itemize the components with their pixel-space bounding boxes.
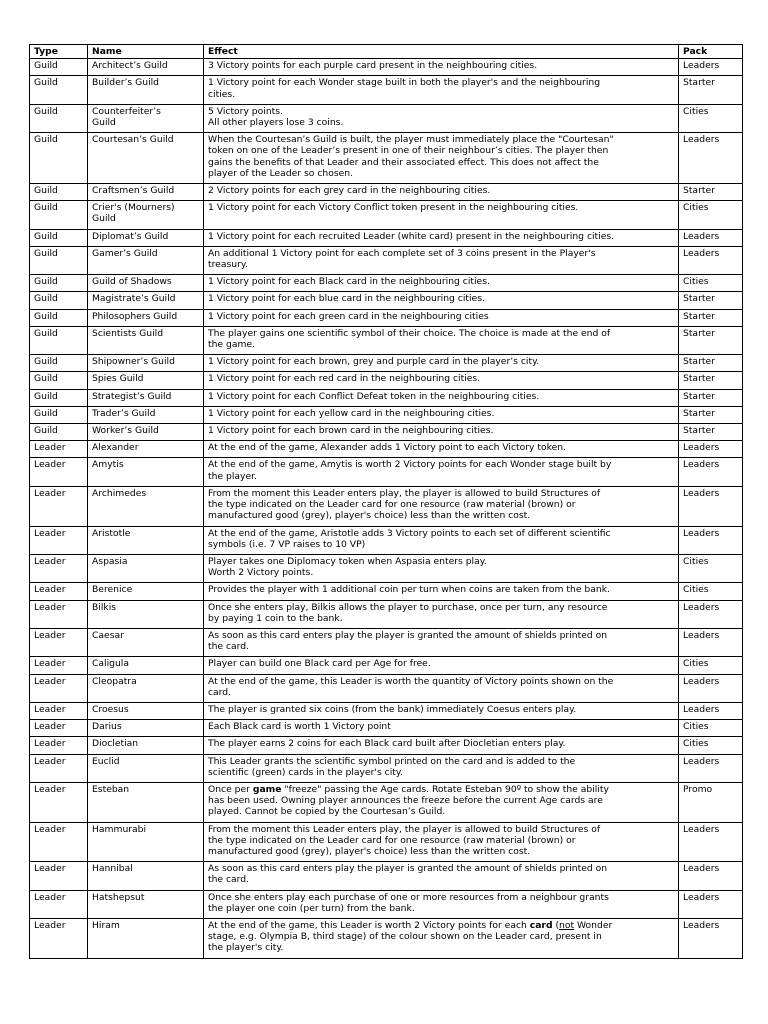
name-line: Scientists Guild	[92, 327, 164, 339]
type-cell: Leader	[30, 822, 88, 862]
effect-line: 3 Victory points for each purple card present in the neighbouring cities.	[208, 60, 538, 72]
effect-line: Once she enters play each purchase of one or more resources from a neighbour grants	[208, 891, 609, 903]
effect-cell	[204, 229, 679, 246]
effect-cell	[204, 355, 679, 372]
effect-line: 1 Victory point for each red card in the neighbouring cities.	[208, 373, 481, 385]
table-row	[30, 326, 743, 354]
name-line: Aristotle	[92, 527, 131, 539]
effect-cell	[204, 754, 679, 782]
effect-line: by paying 1 coin to the bank.	[208, 612, 343, 624]
name-cell	[88, 486, 204, 526]
effect-line: gains the benefits of that Leader and their associated effect. This does not affect the	[208, 156, 599, 168]
pack-cell: Leaders	[679, 754, 743, 782]
table-row	[30, 822, 743, 862]
table-row	[30, 657, 743, 674]
effect-line: has been used. Owning player announces the freeze before the current Age cards are	[208, 795, 603, 807]
pack-cell: Leaders	[679, 918, 743, 958]
type-cell: Leader	[30, 441, 88, 458]
type-cell: Guild	[30, 229, 88, 246]
pack-cell: Starter	[679, 372, 743, 389]
table-row	[30, 309, 743, 326]
effect-line: This Leader grants the scientific symbol printed on the card and is added to the	[208, 755, 576, 767]
name-cell	[88, 246, 204, 274]
type-cell: Guild	[30, 389, 88, 406]
name-cell	[88, 292, 204, 309]
table-row	[30, 104, 743, 132]
name-cell	[88, 674, 204, 702]
effect-cell	[204, 76, 679, 104]
type-cell: Guild	[30, 372, 88, 389]
pack-cell: Cities	[679, 275, 743, 292]
type-cell: Guild	[30, 184, 88, 201]
table-row	[30, 628, 743, 656]
effect-cell	[204, 275, 679, 292]
effect-cell	[204, 890, 679, 918]
effect-line: the type indicated on the Leader card for one resource (raw material (brown) or	[208, 834, 576, 846]
name-line: Craftsmen’s Guild	[92, 185, 175, 197]
effect-line: At the end of the game, this Leader is worth 2 Victory points for each card (not Wonder	[208, 919, 613, 931]
type-cell: Guild	[30, 59, 88, 76]
emphasis-game: game	[252, 783, 282, 795]
effect-line: As soon as this card enters play the player is granted the amount of shields printed on	[208, 863, 608, 875]
name-line: Builder’s Guild	[92, 77, 159, 89]
type-cell: Leader	[30, 583, 88, 600]
header-type: Type	[30, 45, 88, 59]
pack-cell: Leaders	[679, 526, 743, 554]
header-effect: Effect	[204, 45, 679, 59]
effect-line: 2 Victory points for each grey card in the neighbouring cities.	[208, 185, 491, 197]
effect-cell	[204, 184, 679, 201]
table-row	[30, 246, 743, 274]
name-line: Aspasia	[92, 555, 128, 567]
name-cell	[88, 822, 204, 862]
effect-line: manufactured good (grey), player's choice) less than the written cost.	[208, 510, 531, 522]
effect-line: As soon as this card enters play the player is granted the amount of shields printed on	[208, 629, 608, 641]
name-line: Magistrate’s Guild	[92, 293, 176, 305]
emphasis-card: card	[529, 919, 553, 931]
name-line: Crier's (Mourners)	[92, 202, 175, 214]
name-cell	[88, 702, 204, 719]
effect-cell	[204, 201, 679, 229]
pack-cell: Starter	[679, 355, 743, 372]
effect-cell	[204, 822, 679, 862]
type-cell: Leader	[30, 754, 88, 782]
type-cell: Leader	[30, 782, 88, 822]
table-row	[30, 890, 743, 918]
effect-line: 1 Victory point for each Wonder stage built in both the player's and the neighbouring	[208, 77, 601, 89]
effect-line: 1 Victory point for each brown, grey and purple card in the player’s city.	[208, 356, 540, 368]
effect-line: token on one of the Leader’s present in one of their neighbour’s cities. The player then	[208, 145, 609, 157]
effect-cell	[204, 862, 679, 890]
pack-cell: Starter	[679, 424, 743, 441]
effect-cell	[204, 526, 679, 554]
table-row	[30, 754, 743, 782]
name-line: Hiram	[92, 919, 120, 931]
table-row	[30, 406, 743, 423]
name-line: Gamer’s Guild	[92, 247, 158, 259]
table-row	[30, 782, 743, 822]
name-line: Guild	[92, 213, 116, 225]
table-row	[30, 702, 743, 719]
effect-line: the card.	[208, 874, 250, 886]
header-name: Name	[88, 45, 204, 59]
pack-cell: Cities	[679, 737, 743, 754]
effect-line: symbols (i.e. 7 VP raises to 10 VP)	[208, 538, 366, 550]
effect-line: played. Cannot be copied by the Courtesan’s Guild.	[208, 806, 446, 818]
pack-cell: Leaders	[679, 229, 743, 246]
effect-cell	[204, 600, 679, 628]
name-line: Diocletian	[92, 738, 139, 750]
name-cell	[88, 554, 204, 582]
effect-cell	[204, 424, 679, 441]
type-cell: Guild	[30, 424, 88, 441]
type-cell: Leader	[30, 890, 88, 918]
effect-line: The player is granted six coins (from the bank) immediately Coesus enters play.	[208, 703, 577, 715]
table-row	[30, 76, 743, 104]
type-cell: Leader	[30, 554, 88, 582]
pack-cell: Leaders	[679, 890, 743, 918]
pack-cell: Starter	[679, 309, 743, 326]
effect-line: From the moment this Leader enters play, the player is allowed to build Structures of	[208, 823, 601, 835]
effect-cell	[204, 583, 679, 600]
effect-line: the game.	[208, 339, 255, 351]
type-cell: Leader	[30, 486, 88, 526]
effect-line: Worth 2 Victory points.	[208, 567, 314, 579]
table-row	[30, 918, 743, 958]
name-line: Cleopatra	[92, 675, 137, 687]
effect-line: 1 Victory point for each brown card in the neighbouring cities.	[208, 425, 494, 437]
table-row	[30, 458, 743, 486]
name-cell	[88, 326, 204, 354]
name-line: Strategist’s Guild	[92, 390, 172, 402]
pack-cell: Cities	[679, 583, 743, 600]
effect-line: From the moment this Leader enters play, the player is allowed to build Structures of	[208, 487, 601, 499]
effect-cell	[204, 486, 679, 526]
effect-line: scientific (green) cards in the player's city.	[208, 766, 403, 778]
effect-line: 1 Victory point for each Black card in the neighbouring cities.	[208, 276, 490, 288]
name-line: Caesar	[92, 629, 124, 641]
name-line: Trader’s Guild	[92, 407, 156, 419]
name-line: Euclid	[92, 755, 120, 767]
name-line: Worker’s Guild	[92, 425, 159, 437]
effect-cell	[204, 309, 679, 326]
effect-line: stage, e.g. Olympia B, third stage) of the colour shown on the Leader card, present in	[208, 931, 602, 943]
name-cell	[88, 526, 204, 554]
effect-line: treasury.	[208, 259, 248, 271]
effect-line: 1 Victory point for each Victory Conflict token present in the neighbouring cities.	[208, 202, 579, 214]
table-row	[30, 424, 743, 441]
name-cell	[88, 104, 204, 132]
pack-cell: Starter	[679, 184, 743, 201]
name-cell	[88, 628, 204, 656]
pack-cell: Cities	[679, 104, 743, 132]
effect-line: Each Black card is worth 1 Victory point	[208, 721, 391, 733]
table-row	[30, 184, 743, 201]
name-line: Hannibal	[92, 863, 133, 875]
effect-line: Once she enters play, Bilkis allows the player to purchase, once per turn, any resource	[208, 601, 608, 613]
table-row	[30, 526, 743, 554]
name-line: Shipowner’s Guild	[92, 356, 175, 368]
effect-cell	[204, 458, 679, 486]
pack-cell: Cities	[679, 720, 743, 737]
pack-cell: Leaders	[679, 702, 743, 719]
table-row	[30, 583, 743, 600]
table-row	[30, 355, 743, 372]
type-cell: Leader	[30, 526, 88, 554]
table-row	[30, 486, 743, 526]
name-cell	[88, 737, 204, 754]
name-cell	[88, 862, 204, 890]
effect-line: the player one coin (per turn) from the bank.	[208, 902, 415, 914]
effect-cell	[204, 737, 679, 754]
effect-line: At the end of the game, Aristotle adds 3 Victory points to each set of different scientific	[208, 527, 611, 539]
pack-cell: Starter	[679, 406, 743, 423]
name-line: Alexander	[92, 442, 139, 454]
effect-line: At the end of the game, this Leader is worth the quantity of Victory points shown on the	[208, 675, 614, 687]
pack-cell: Leaders	[679, 600, 743, 628]
table-row	[30, 372, 743, 389]
effect-cell	[204, 372, 679, 389]
effect-cell	[204, 720, 679, 737]
table-row	[30, 59, 743, 76]
type-cell: Leader	[30, 737, 88, 754]
effect-line: 5 Victory points.	[208, 105, 283, 117]
name-line: Philosophers Guild	[92, 310, 178, 322]
card-effects-table	[29, 44, 743, 959]
type-cell: Leader	[30, 702, 88, 719]
pack-cell: Promo	[679, 782, 743, 822]
pack-cell: Leaders	[679, 822, 743, 862]
effect-cell	[204, 104, 679, 132]
name-cell	[88, 424, 204, 441]
name-line: Spies Guild	[92, 373, 144, 385]
table-row	[30, 600, 743, 628]
name-cell	[88, 133, 204, 184]
type-cell: Leader	[30, 657, 88, 674]
effect-line: Player takes one Diplomacy token when Aspasia enters play.	[208, 555, 487, 567]
name-cell	[88, 184, 204, 201]
table-row	[30, 133, 743, 184]
table-row	[30, 674, 743, 702]
effect-line: the card.	[208, 641, 250, 653]
name-cell	[88, 441, 204, 458]
pack-cell: Leaders	[679, 486, 743, 526]
name-line: Caligula	[92, 658, 129, 670]
effect-line: the player's city.	[208, 942, 284, 954]
type-cell: Guild	[30, 292, 88, 309]
effect-line: 1 Victory point for each Conflict Defeat token in the neighbouring cities.	[208, 390, 540, 402]
table-row	[30, 292, 743, 309]
name-cell	[88, 309, 204, 326]
table-row	[30, 737, 743, 754]
effect-cell	[204, 918, 679, 958]
name-cell	[88, 201, 204, 229]
effect-cell	[204, 292, 679, 309]
type-cell: Guild	[30, 246, 88, 274]
name-line: Amytis	[92, 459, 124, 471]
name-line: Hatshepsut	[92, 891, 145, 903]
table-body	[30, 59, 743, 958]
effect-cell	[204, 326, 679, 354]
pack-cell: Leaders	[679, 862, 743, 890]
type-cell: Leader	[30, 600, 88, 628]
name-cell	[88, 720, 204, 737]
name-line: Guild	[92, 117, 116, 129]
effect-cell	[204, 628, 679, 656]
effect-cell	[204, 441, 679, 458]
pack-cell: Cities	[679, 554, 743, 582]
effect-line: Provides the player with 1 additional coin per turn when coins are taken from the bank.	[208, 584, 610, 596]
pack-cell: Leaders	[679, 674, 743, 702]
table-row	[30, 862, 743, 890]
type-cell: Leader	[30, 918, 88, 958]
name-line: Bilkis	[92, 601, 117, 613]
effect-cell	[204, 782, 679, 822]
type-cell: Guild	[30, 133, 88, 184]
pack-cell: Leaders	[679, 133, 743, 184]
effect-cell	[204, 657, 679, 674]
table-row	[30, 275, 743, 292]
pack-cell: Starter	[679, 76, 743, 104]
table-header-row	[30, 45, 743, 59]
type-cell: Guild	[30, 76, 88, 104]
type-cell: Guild	[30, 275, 88, 292]
pack-cell: Cities	[679, 657, 743, 674]
effect-line: At the end of the game, Amytis is worth 2 Victory points for each Wonder stage built by	[208, 459, 612, 471]
table-row	[30, 441, 743, 458]
name-cell	[88, 754, 204, 782]
name-line: Croesus	[92, 703, 129, 715]
type-cell: Leader	[30, 720, 88, 737]
table-row	[30, 201, 743, 229]
effect-cell	[204, 674, 679, 702]
table-row	[30, 720, 743, 737]
name-line: Counterfeiter’s	[92, 105, 161, 117]
pack-cell: Starter	[679, 292, 743, 309]
name-cell	[88, 389, 204, 406]
effect-cell	[204, 389, 679, 406]
effect-line: Once per game "freeze" passing the Age cards. Rotate Esteban 90º to show the ability	[208, 783, 609, 795]
effect-line: the type indicated on the Leader card for one resource (raw material (brown) or	[208, 499, 576, 511]
effect-cell	[204, 246, 679, 274]
name-line: Hammurabi	[92, 823, 147, 835]
name-line: Courtesan’s Guild	[92, 134, 174, 146]
type-cell: Guild	[30, 104, 88, 132]
effect-line: the player.	[208, 470, 257, 482]
effect-line: Player can build one Black card per Age for free.	[208, 658, 431, 670]
name-cell	[88, 600, 204, 628]
name-cell	[88, 583, 204, 600]
pack-cell: Starter	[679, 326, 743, 354]
effect-cell	[204, 702, 679, 719]
name-cell	[88, 76, 204, 104]
name-cell	[88, 372, 204, 389]
header-pack: Pack	[679, 45, 743, 59]
name-cell	[88, 355, 204, 372]
effect-line: manufactured good (grey), player's choice) less than the written cost.	[208, 845, 531, 857]
effect-line: 1 Victory point for each recruited Leader (white card) present in the neighbouring cities.	[208, 230, 615, 242]
effect-line: All other players lose 3 coins.	[208, 117, 344, 129]
type-cell: Guild	[30, 326, 88, 354]
type-cell: Guild	[30, 201, 88, 229]
effect-line: player of the Leader so chosen.	[208, 167, 354, 179]
pack-cell: Leaders	[679, 246, 743, 274]
pack-cell: Leaders	[679, 59, 743, 76]
table-row	[30, 554, 743, 582]
effect-line: 1 Victory point for each yellow card in the neighbouring cities.	[208, 407, 495, 419]
name-line: Archimedes	[92, 487, 147, 499]
name-cell	[88, 458, 204, 486]
document-page	[29, 44, 742, 959]
name-line: Esteban	[92, 783, 130, 795]
pack-cell: Cities	[679, 201, 743, 229]
name-line: Berenice	[92, 584, 133, 596]
name-cell	[88, 918, 204, 958]
pack-cell: Starter	[679, 389, 743, 406]
emphasis-not: not	[559, 919, 575, 931]
name-line: Architect’s Guild	[92, 60, 168, 72]
name-line: Guild of Shadows	[92, 276, 172, 288]
name-cell	[88, 657, 204, 674]
type-cell: Leader	[30, 458, 88, 486]
name-cell	[88, 890, 204, 918]
effect-line: cities.	[208, 88, 236, 100]
effect-line: The player earns 2 coins for each Black card built after Diocletian enters play.	[208, 738, 566, 750]
type-cell: Leader	[30, 862, 88, 890]
table-row	[30, 229, 743, 246]
type-cell: Leader	[30, 628, 88, 656]
effect-line: 1 Victory point for each green card in the neighbouring cities	[208, 310, 489, 322]
pack-cell: Leaders	[679, 441, 743, 458]
name-cell	[88, 782, 204, 822]
effect-cell	[204, 133, 679, 184]
type-cell: Leader	[30, 674, 88, 702]
effect-cell	[204, 554, 679, 582]
type-cell: Guild	[30, 355, 88, 372]
effect-cell	[204, 406, 679, 423]
effect-line: card.	[208, 686, 232, 698]
effect-line: 1 Victory point for each blue card in the neighbouring cities.	[208, 293, 485, 305]
effect-line: When the Courtesan’s Guild is built, the player must immediately place the "Courtesan"	[208, 134, 614, 146]
pack-cell: Leaders	[679, 628, 743, 656]
pack-cell: Leaders	[679, 458, 743, 486]
name-line: Diplomat’s Guild	[92, 230, 169, 242]
name-cell	[88, 275, 204, 292]
effect-line: An additional 1 Victory point for each complete set of 3 coins present in the Player's	[208, 247, 596, 259]
effect-line: The player gains one scientific symbol of their choice. The choice is made at the end of	[208, 327, 611, 339]
effect-cell	[204, 59, 679, 76]
effect-line: At the end of the game, Alexander adds 1 Victory point to each Victory token.	[208, 442, 566, 454]
name-cell	[88, 59, 204, 76]
table-row	[30, 389, 743, 406]
name-cell	[88, 229, 204, 246]
type-cell: Guild	[30, 406, 88, 423]
type-cell: Guild	[30, 309, 88, 326]
name-cell	[88, 406, 204, 423]
name-line: Darius	[92, 721, 122, 733]
